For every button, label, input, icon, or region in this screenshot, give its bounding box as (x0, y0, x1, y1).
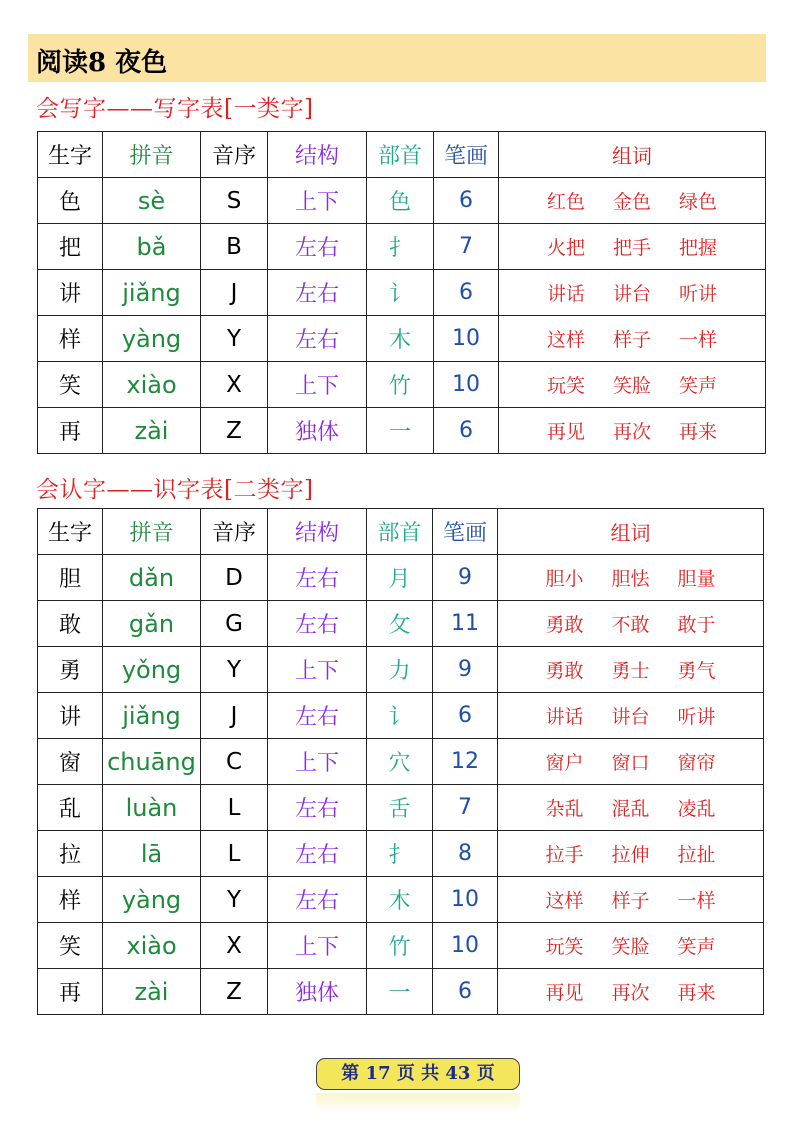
word-item: 把手 (612, 237, 651, 259)
reading-table-title: 会认字——识字表[二类字] (36, 477, 314, 503)
word-item: 讲台 (612, 283, 651, 305)
word-item: 讲话 (545, 706, 584, 728)
cell-radical: 攵 (367, 601, 433, 647)
header-pinyin: 拼音 (103, 132, 201, 178)
cell-structure: 左右 (268, 785, 367, 831)
cell-radical: 一 (367, 408, 434, 454)
word-item: 样子 (612, 329, 651, 351)
table-row (38, 316, 766, 362)
header-pinyin: 拼音 (103, 509, 201, 555)
header-character: 生字 (38, 509, 103, 555)
cell-radical: 竹 (367, 362, 434, 408)
page-number-reflection (316, 1093, 520, 1113)
word-item: 讲话 (546, 283, 585, 305)
reading-characters-table (37, 508, 764, 1015)
word-item: 勇敢 (545, 614, 584, 636)
cell-strokes: 10 (433, 877, 498, 923)
cell-character: 拉 (38, 831, 103, 877)
word-item: 窗帘 (677, 752, 716, 774)
cell-pinyin: jiǎng (103, 270, 201, 316)
word-item: 笑脸 (611, 936, 650, 958)
cell-character: 笑 (38, 362, 103, 408)
cell-strokes: 8 (433, 831, 498, 877)
cell-initial: Y (201, 877, 268, 923)
cell-words (498, 785, 764, 831)
cell-initial: J (201, 270, 268, 316)
cell-words (498, 923, 764, 969)
cell-strokes: 6 (434, 270, 499, 316)
word-item: 再见 (546, 421, 585, 443)
cell-structure: 上下 (268, 739, 367, 785)
table-row (38, 831, 764, 877)
cell-character: 笑 (38, 923, 103, 969)
cell-initial: L (201, 785, 268, 831)
word-item: 勇士 (611, 660, 650, 682)
word-item: 听讲 (677, 706, 716, 728)
cell-character: 讲 (38, 693, 103, 739)
cell-structure: 上下 (268, 178, 367, 224)
word-item: 火把 (546, 237, 585, 259)
cell-initial: B (201, 224, 268, 270)
cell-character: 窗 (38, 739, 103, 785)
cell-strokes: 12 (433, 739, 498, 785)
word-item: 听讲 (678, 283, 717, 305)
cell-character: 敢 (38, 601, 103, 647)
cell-radical: 讠 (367, 693, 433, 739)
word-item: 笑声 (678, 375, 717, 397)
word-item: 一样 (678, 329, 717, 351)
word-item: 凌乱 (677, 798, 716, 820)
word-item: 拉扯 (677, 844, 716, 866)
cell-structure: 左右 (268, 693, 367, 739)
cell-structure: 左右 (268, 831, 367, 877)
cell-character: 色 (38, 178, 103, 224)
word-item: 窗口 (611, 752, 650, 774)
cell-structure: 上下 (268, 923, 367, 969)
page-number-badge: 第 17 页 共 43 页 (316, 1058, 520, 1090)
word-item: 混乱 (611, 798, 650, 820)
word-item: 玩笑 (545, 936, 584, 958)
cell-character: 胆 (38, 555, 103, 601)
word-item: 绿色 (678, 191, 717, 213)
word-item: 再见 (545, 982, 584, 1004)
word-item: 勇敢 (545, 660, 584, 682)
cell-pinyin: lā (103, 831, 201, 877)
word-item: 杂乱 (545, 798, 584, 820)
cell-strokes: 6 (433, 969, 498, 1015)
header-strokes: 笔画 (433, 509, 498, 555)
cell-pinyin: xiào (103, 362, 201, 408)
cell-structure: 上下 (268, 647, 367, 693)
cell-words (498, 969, 764, 1015)
cell-radical: 竹 (367, 923, 433, 969)
word-item: 勇气 (677, 660, 716, 682)
cell-character: 再 (38, 969, 103, 1015)
cell-initial: C (201, 739, 268, 785)
word-item: 胆小 (545, 568, 584, 590)
cell-character: 讲 (38, 270, 103, 316)
word-item: 胆量 (677, 568, 716, 590)
header-row (38, 132, 766, 178)
header-character: 生字 (38, 132, 103, 178)
header-initial: 音序 (201, 132, 268, 178)
word-item: 再次 (611, 982, 650, 1004)
cell-structure: 左右 (268, 316, 367, 362)
cell-strokes: 9 (433, 647, 498, 693)
cell-pinyin: xiào (103, 923, 201, 969)
header-words: 组词 (499, 132, 766, 178)
cell-radical: 扌 (367, 224, 434, 270)
word-item: 不敢 (611, 614, 650, 636)
word-item: 笑声 (677, 936, 716, 958)
cell-initial: S (201, 178, 268, 224)
cell-words (499, 270, 766, 316)
cell-words (498, 555, 764, 601)
header-radical: 部首 (367, 132, 434, 178)
cell-radical: 讠 (367, 270, 434, 316)
table-row (38, 224, 766, 270)
cell-structure: 左右 (268, 601, 367, 647)
header-structure: 结构 (268, 132, 367, 178)
cell-structure: 上下 (268, 362, 367, 408)
cell-strokes: 7 (433, 785, 498, 831)
cell-pinyin: bǎ (103, 224, 201, 270)
cell-pinyin: yǒng (103, 647, 201, 693)
table-row (38, 877, 764, 923)
word-item: 玩笑 (546, 375, 585, 397)
cell-pinyin: jiǎng (103, 693, 201, 739)
header-structure: 结构 (268, 509, 367, 555)
header-row (38, 509, 764, 555)
table-row (38, 923, 764, 969)
cell-character: 样 (38, 316, 103, 362)
cell-structure: 左右 (268, 270, 367, 316)
word-item: 再次 (612, 421, 651, 443)
word-item: 拉手 (545, 844, 584, 866)
cell-radical: 穴 (367, 739, 433, 785)
cell-words (499, 408, 766, 454)
word-item: 这样 (545, 890, 584, 912)
table-row (38, 178, 766, 224)
cell-initial: G (201, 601, 268, 647)
cell-character: 勇 (38, 647, 103, 693)
cell-strokes: 9 (433, 555, 498, 601)
cell-words (498, 739, 764, 785)
table-row (38, 647, 764, 693)
cell-strokes: 10 (434, 362, 499, 408)
word-item: 这样 (546, 329, 585, 351)
table-row (38, 969, 764, 1015)
cell-radical: 扌 (367, 831, 433, 877)
cell-initial: Y (201, 316, 268, 362)
word-item: 敢于 (677, 614, 716, 636)
cell-character: 再 (38, 408, 103, 454)
cell-strokes: 10 (434, 316, 499, 362)
cell-initial: X (201, 362, 268, 408)
word-item: 金色 (612, 191, 651, 213)
cell-pinyin: dǎn (103, 555, 201, 601)
word-item: 一样 (677, 890, 716, 912)
cell-words (498, 601, 764, 647)
cell-strokes: 11 (433, 601, 498, 647)
cell-character: 把 (38, 224, 103, 270)
cell-radical: 一 (367, 969, 433, 1015)
cell-words (498, 647, 764, 693)
writing-characters-table (37, 131, 766, 454)
cell-structure: 独体 (268, 408, 367, 454)
word-item: 红色 (546, 191, 585, 213)
table-row (38, 362, 766, 408)
word-item: 笑脸 (612, 375, 651, 397)
cell-character: 乱 (38, 785, 103, 831)
header-initial: 音序 (201, 509, 268, 555)
cell-structure: 左右 (268, 224, 367, 270)
cell-words (499, 224, 766, 270)
cell-pinyin: chuāng (103, 739, 201, 785)
table-row (38, 270, 766, 316)
cell-pinyin: yàng (103, 316, 201, 362)
word-item: 再来 (678, 421, 717, 443)
word-item: 再来 (677, 982, 716, 1004)
cell-initial: X (201, 923, 268, 969)
cell-pinyin: yàng (103, 877, 201, 923)
cell-words (498, 693, 764, 739)
cell-structure: 左右 (268, 877, 367, 923)
cell-initial: D (201, 555, 268, 601)
cell-pinyin: gǎn (103, 601, 201, 647)
cell-strokes: 7 (434, 224, 499, 270)
cell-initial: L (201, 831, 268, 877)
cell-words (499, 362, 766, 408)
lesson-banner (28, 34, 766, 82)
header-radical: 部首 (367, 509, 433, 555)
cell-radical: 木 (367, 316, 434, 362)
word-item: 拉伸 (611, 844, 650, 866)
word-item: 样子 (611, 890, 650, 912)
table-row (38, 739, 764, 785)
cell-initial: Z (201, 969, 268, 1015)
cell-strokes: 10 (433, 923, 498, 969)
cell-words (499, 178, 766, 224)
cell-words (498, 831, 764, 877)
cell-pinyin: luàn (103, 785, 201, 831)
cell-structure: 左右 (268, 555, 367, 601)
cell-structure: 独体 (268, 969, 367, 1015)
word-item: 把握 (678, 237, 717, 259)
word-item: 胆怯 (611, 568, 650, 590)
word-item: 窗户 (545, 752, 584, 774)
cell-pinyin: sè (103, 178, 201, 224)
cell-radical: 月 (367, 555, 433, 601)
lesson-title: 阅读8 夜色 (36, 48, 168, 78)
writing-table-title: 会写字——写字表[一类字] (36, 96, 314, 122)
cell-pinyin: zài (103, 408, 201, 454)
table-row (38, 785, 764, 831)
cell-strokes: 6 (434, 408, 499, 454)
cell-radical: 色 (367, 178, 434, 224)
cell-radical: 木 (367, 877, 433, 923)
cell-character: 样 (38, 877, 103, 923)
cell-strokes: 6 (433, 693, 498, 739)
cell-radical: 舌 (367, 785, 433, 831)
cell-initial: Z (201, 408, 268, 454)
header-words: 组词 (498, 509, 764, 555)
table-row (38, 601, 764, 647)
table-row (38, 693, 764, 739)
cell-words (498, 877, 764, 923)
cell-initial: Y (201, 647, 268, 693)
header-strokes: 笔画 (434, 132, 499, 178)
table-row (38, 408, 766, 454)
word-item: 讲台 (611, 706, 650, 728)
cell-initial: J (201, 693, 268, 739)
table-row (38, 555, 764, 601)
cell-strokes: 6 (434, 178, 499, 224)
cell-words (499, 316, 766, 362)
cell-radical: 力 (367, 647, 433, 693)
cell-pinyin: zài (103, 969, 201, 1015)
